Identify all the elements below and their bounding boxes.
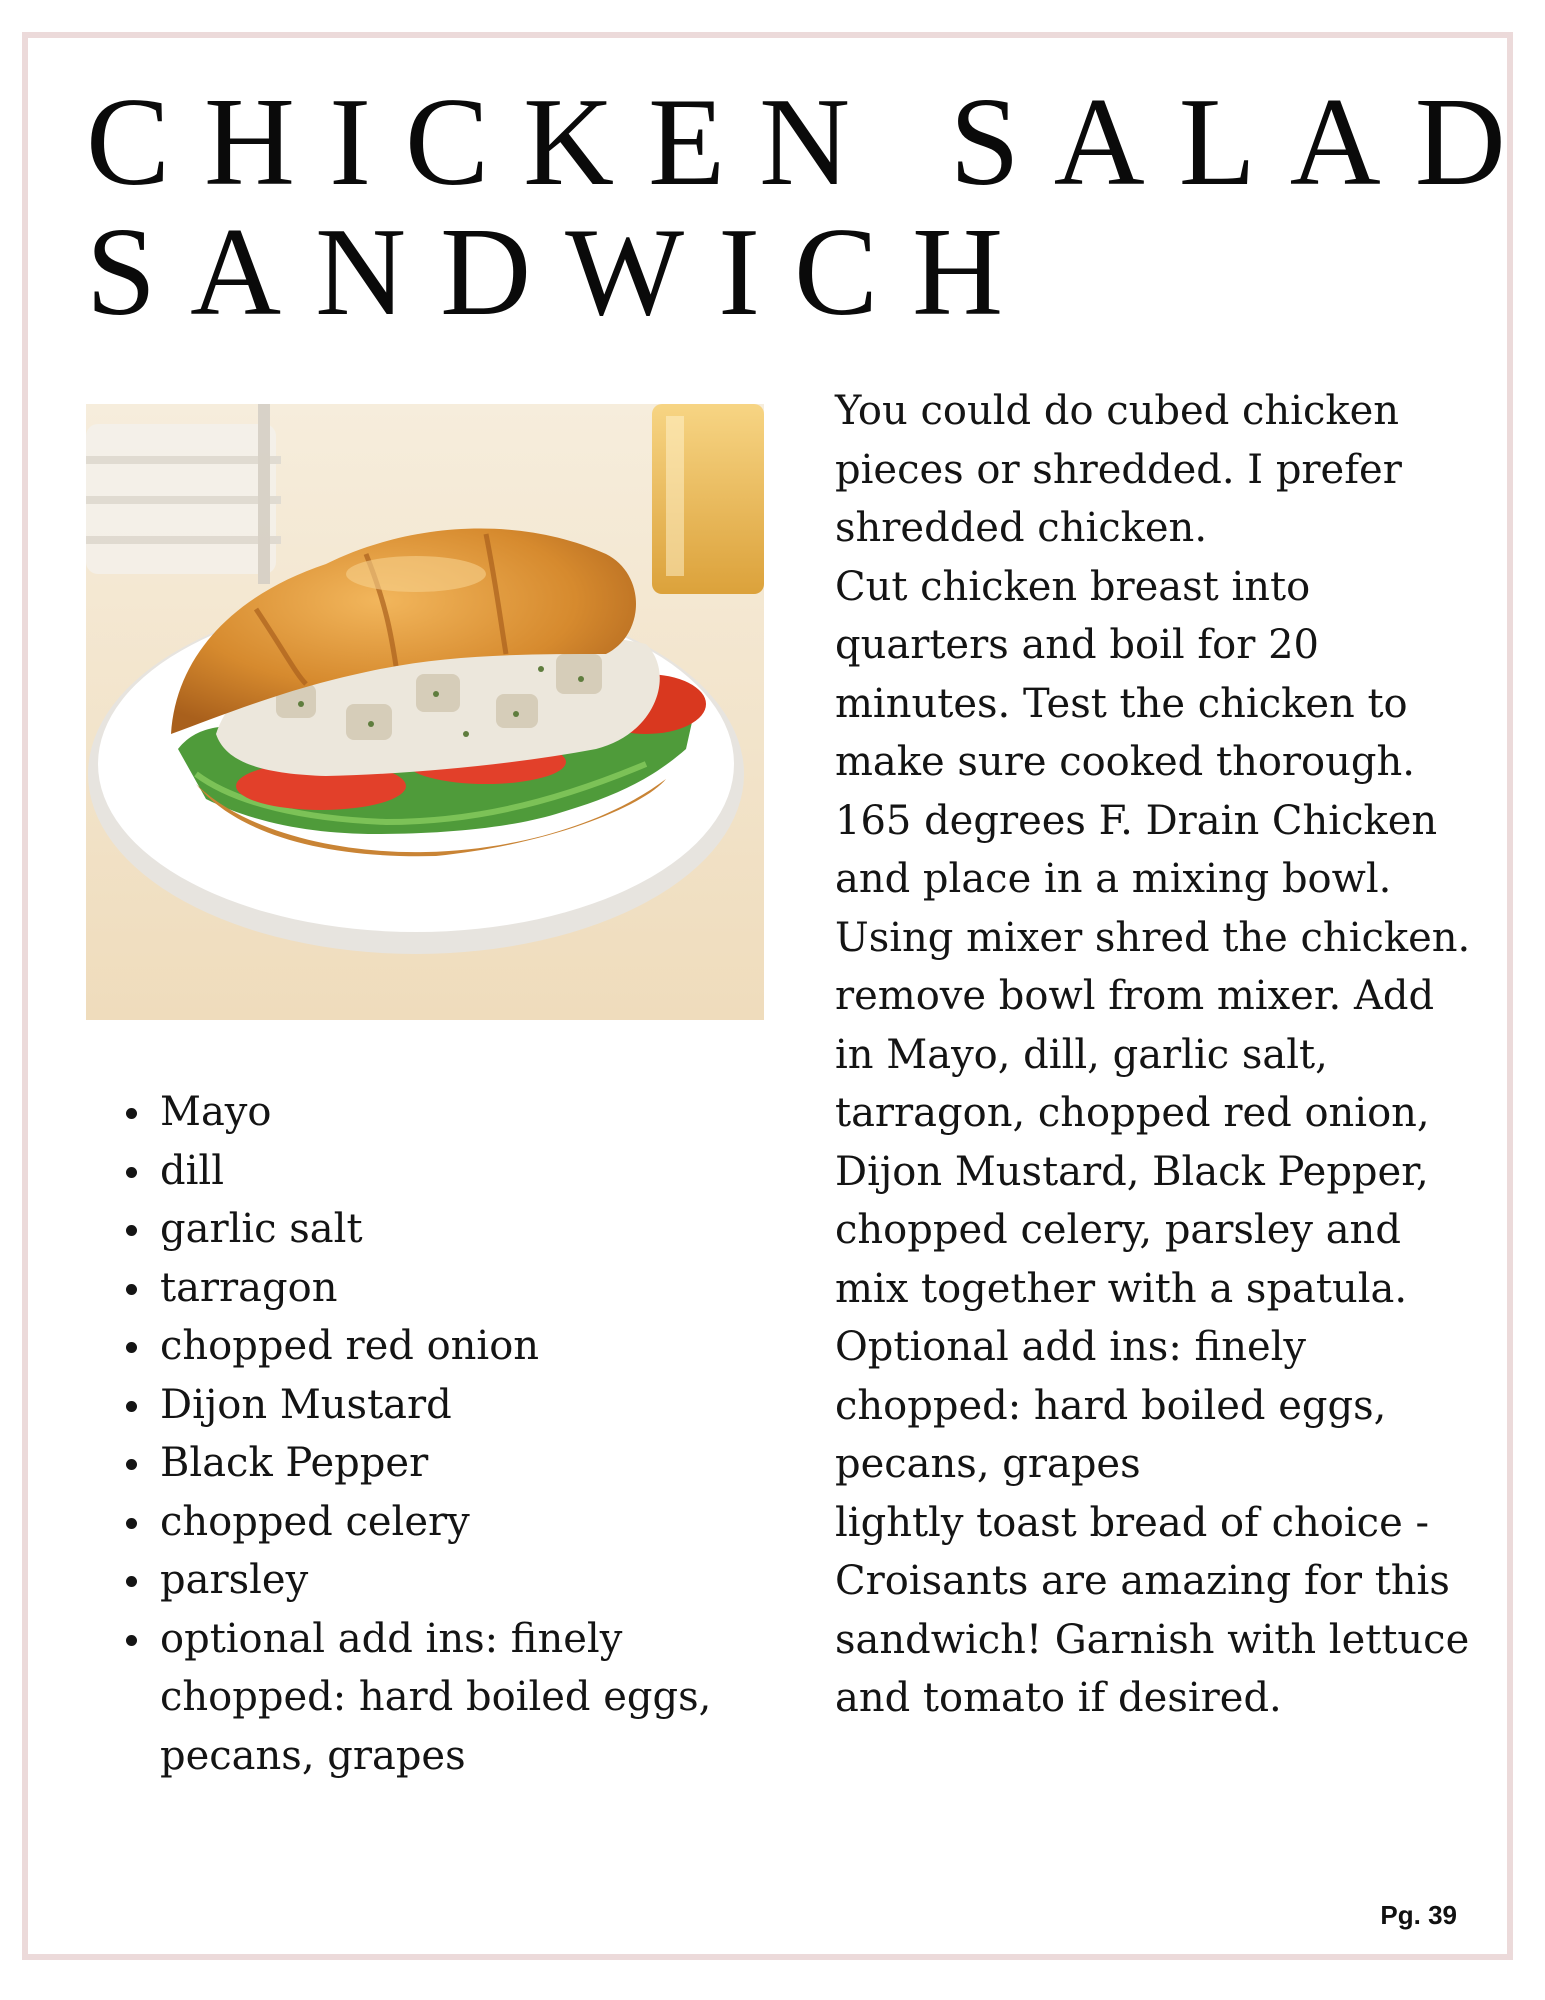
title-line-2: SANDWICH xyxy=(86,203,1038,342)
sandwich-photo xyxy=(86,404,764,1020)
instruction-paragraph: You could do cubed chicken pieces or shredded. I prefer shredded chicken. xyxy=(835,388,1402,551)
ingredient-item: parsley xyxy=(160,1551,780,1610)
ingredients-list xyxy=(118,1083,780,1785)
instructions-text xyxy=(835,382,1475,1728)
instruction-paragraph: Optional add ins: finely chopped: hard boiled eggs, pecans, grapes xyxy=(835,1324,1387,1487)
ingredient-item: dill xyxy=(160,1142,780,1201)
recipe-title xyxy=(86,73,1540,342)
page-number: Pg. 39 xyxy=(1380,1900,1457,1930)
instruction-paragraph: Cut chicken breast into quarters and boil for 20 minutes. Test the chicken to make sure cooked thorough. 165 degrees F. Drain Chicken and place in a mixing bowl. Using mixer shred the chicken. remove bowl from mixer. Add in Mayo, dill, garlic salt, tarragon, chopped red onion, Dijon Mustard, Black Pepper, chopped celery, parsley and mix together with a spatula. xyxy=(835,563,1471,1312)
ingredient-item: garlic salt xyxy=(160,1200,780,1259)
ingredient-item: chopped red onion xyxy=(160,1317,780,1376)
ingredient-item: chopped celery xyxy=(160,1493,780,1552)
instruction-paragraph: lightly toast bread of choice - Croisants are amazing for this sandwich! Garnish with lettuce and tomato if desired. xyxy=(835,1499,1470,1721)
ingredient-item: Black Pepper xyxy=(160,1434,780,1493)
ingredient-item: Dijon Mustard xyxy=(160,1376,780,1435)
ingredient-item: Mayo xyxy=(160,1083,780,1142)
ingredient-item: tarragon xyxy=(160,1259,780,1318)
ingredient-item: optional add ins: finely chopped: hard boiled eggs, pecans, grapes xyxy=(160,1610,780,1786)
title-line-1: CHICKEN SALAD xyxy=(86,73,1540,212)
